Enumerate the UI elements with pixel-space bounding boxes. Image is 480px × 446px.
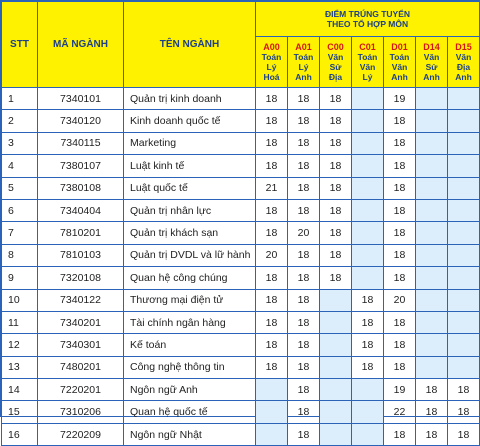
score-cell: 18 [384,132,416,154]
score-cell: 18 [384,356,416,378]
combo-code: D01 [391,42,408,52]
score-cell-empty [448,222,480,244]
combo-subject: Địa [328,72,343,82]
row-major-code: 7340404 [38,199,124,221]
score-cell-empty [352,267,384,289]
score-cell-empty [448,155,480,177]
combo-subject: Toán [293,52,314,62]
row-major-name: Luật kinh tế [124,155,256,177]
score-cell: 18 [256,155,288,177]
header-group-line2: THEO TỔ HỢP MÔN [326,19,409,29]
table-row [2,244,480,266]
score-cell: 18 [352,289,384,311]
score-cell: 18 [384,110,416,132]
score-cell-empty [352,177,384,199]
combo-subject: Hoá [263,72,280,82]
score-cell-empty [320,379,352,401]
score-cell: 18 [384,155,416,177]
row-major-code: 7380107 [38,155,124,177]
score-cell: 18 [288,423,320,445]
score-cell-empty [320,356,352,378]
header-stt: STT [2,2,38,88]
score-cell: 18 [320,110,352,132]
score-cell-empty [352,379,384,401]
table-row [2,356,480,378]
row-stt: 1 [2,88,38,110]
row-major-name: Tài chính ngân hàng [124,311,256,333]
score-cell: 18 [384,199,416,221]
score-cell-empty [448,132,480,154]
score-cell-empty [352,199,384,221]
score-cell: 18 [256,311,288,333]
score-cell: 18 [320,244,352,266]
combo-subject: Lý [298,62,309,72]
score-cell: 18 [256,289,288,311]
row-major-code: 7340122 [38,289,124,311]
score-cell-empty [416,155,448,177]
score-cell: 18 [288,356,320,378]
score-cell: 18 [320,132,352,154]
score-cell-empty [320,311,352,333]
header-major-name: TÊN NGÀNH [124,2,256,88]
row-major-code: 7220209 [38,423,124,445]
table-header [2,2,480,88]
row-major-code: 7340115 [38,132,124,154]
combo-code: D15 [455,42,472,52]
score-cell: 18 [320,88,352,110]
score-cell: 19 [384,379,416,401]
row-major-code: 7810201 [38,222,124,244]
row-major-code: 7220201 [38,379,124,401]
score-cell-empty [256,423,288,445]
combo-subject: Anh [295,72,312,82]
score-cell-empty [416,267,448,289]
score-cell-empty [320,401,352,423]
score-cell: 18 [384,423,416,445]
combo-header-c00 [320,37,352,88]
row-major-name: Ngôn ngữ Anh [124,379,256,401]
combo-header-d14 [416,37,448,88]
score-cell: 18 [288,244,320,266]
score-cell-empty [320,423,352,445]
combo-header-d15 [448,37,480,88]
row-stt: 8 [2,244,38,266]
score-cell: 18 [352,334,384,356]
combo-code: D14 [423,42,440,52]
combo-code: C00 [327,42,344,52]
row-major-code: 7340120 [38,110,124,132]
combo-header-c01 [352,37,384,88]
row-stt: 14 [2,379,38,401]
row-major-code: 7480201 [38,356,124,378]
row-major-code: 7320108 [38,267,124,289]
table-row [2,379,480,401]
row-stt: 2 [2,110,38,132]
table-row [2,222,480,244]
row-major-name: Quản trị kinh doanh [124,88,256,110]
combo-subject: Anh [391,72,408,82]
score-cell: 18 [320,222,352,244]
score-cell-empty [320,334,352,356]
row-major-code: 7380108 [38,177,124,199]
row-stt: 5 [2,177,38,199]
score-cell-empty [320,289,352,311]
admission-score-table [1,1,480,446]
score-cell: 18 [384,311,416,333]
combo-subject: Sử [329,62,342,72]
score-cell: 18 [256,110,288,132]
row-stt: 9 [2,267,38,289]
score-cell: 18 [256,334,288,356]
score-cell: 18 [320,199,352,221]
combo-subject: Văn [455,52,472,62]
combo-subject: Văn [327,52,344,62]
score-cell: 18 [288,88,320,110]
score-cell: 18 [288,379,320,401]
score-cell: 18 [384,334,416,356]
combo-header-d01 [384,37,416,88]
score-cell-empty [416,356,448,378]
row-stt: 15 [2,401,38,423]
score-cell: 18 [288,334,320,356]
row-stt: 13 [2,356,38,378]
score-cell: 18 [320,177,352,199]
combo-code: C01 [359,42,376,52]
score-cell: 18 [256,88,288,110]
row-major-code: 7310206 [38,401,124,423]
row-stt: 7 [2,222,38,244]
score-cell-empty [448,267,480,289]
score-cell: 18 [256,222,288,244]
score-cell-empty [448,289,480,311]
score-cell-empty [448,311,480,333]
row-stt: 3 [2,132,38,154]
score-cell: 18 [352,311,384,333]
score-cell: 18 [288,311,320,333]
combo-subject: Toán [261,52,282,62]
row-major-code: 7340201 [38,311,124,333]
row-major-name: Luật quốc tế [124,177,256,199]
score-cell-empty [352,222,384,244]
combo-subject: Anh [455,72,472,82]
score-cell-empty [352,244,384,266]
row-major-code: 7340101 [38,88,124,110]
table-row [2,334,480,356]
score-cell-empty [352,110,384,132]
score-cell: 18 [256,132,288,154]
score-cell: 18 [416,423,448,445]
row-major-name: Kế toán [124,334,256,356]
combo-code: A00 [263,42,280,52]
table-row [2,311,480,333]
score-cell-empty [416,334,448,356]
score-cell-empty [416,244,448,266]
score-cell-empty [416,110,448,132]
score-cell-empty [352,423,384,445]
combo-code: A01 [295,42,312,52]
row-major-name: Quản trị khách sạn [124,222,256,244]
table-body [2,88,480,446]
score-cell: 18 [256,356,288,378]
score-cell: 18 [320,267,352,289]
score-cell: 18 [288,155,320,177]
score-cell-empty [352,132,384,154]
score-cell: 19 [384,88,416,110]
row-stt: 10 [2,289,38,311]
score-cell: 18 [256,199,288,221]
score-cell: 18 [416,401,448,423]
score-cell-empty [448,88,480,110]
score-cell-empty [416,199,448,221]
table-row [2,88,480,110]
combo-subject: Sử [425,62,438,72]
score-cell-empty [448,244,480,266]
combo-subject: Văn [391,62,408,72]
score-cell-empty [416,88,448,110]
score-cell: 20 [288,222,320,244]
score-cell: 20 [256,244,288,266]
combo-subject: Anh [423,72,440,82]
combo-header-a00 [256,37,288,88]
header-major-code: MÃ NGÀNH [38,2,124,88]
score-cell-empty [352,155,384,177]
score-cell: 18 [256,267,288,289]
table-row [2,132,480,154]
row-major-name: Kinh doanh quốc tế [124,110,256,132]
score-cell: 18 [288,110,320,132]
score-cell-empty [416,132,448,154]
score-cell: 21 [256,177,288,199]
score-cell-empty [448,356,480,378]
score-cell: 18 [288,199,320,221]
row-major-name: Quản trị DVDL và lữ hành [124,244,256,266]
combo-subject: Văn [359,62,376,72]
table-row [2,110,480,132]
score-cell: 18 [320,155,352,177]
table-row [2,423,480,445]
header-score-group [256,2,480,37]
score-cell: 18 [288,267,320,289]
score-cell-empty [416,222,448,244]
score-cell: 18 [288,289,320,311]
score-cell: 18 [416,379,448,401]
row-major-name: Ngôn ngữ Nhật [124,423,256,445]
table-row [2,177,480,199]
score-cell: 20 [384,289,416,311]
combo-subject: Địa [456,62,471,72]
row-stt: 11 [2,311,38,333]
score-cell: 18 [384,267,416,289]
score-cell: 18 [448,423,480,445]
row-major-name: Quan hệ công chúng [124,267,256,289]
combo-subject: Văn [423,52,440,62]
row-major-name: Quản trị nhân lực [124,199,256,221]
score-cell-empty [256,401,288,423]
score-cell-empty [416,289,448,311]
score-cell-empty [416,311,448,333]
combo-subject: Toán [357,52,378,62]
combo-subject: Toán [389,52,410,62]
score-cell: 18 [288,177,320,199]
score-cell: 18 [448,401,480,423]
table-row [2,199,480,221]
score-cell-empty [448,334,480,356]
score-cell: 18 [448,379,480,401]
score-cell: 22 [384,401,416,423]
row-stt: 16 [2,423,38,445]
score-cell-empty [448,110,480,132]
score-cell: 18 [384,244,416,266]
score-cell: 18 [352,356,384,378]
score-cell-empty [352,401,384,423]
combo-header-a01 [288,37,320,88]
score-cell: 18 [288,132,320,154]
score-cell-empty [416,177,448,199]
row-major-code: 7340301 [38,334,124,356]
combo-subject: Lý [266,62,277,72]
row-major-code: 7810103 [38,244,124,266]
row-stt: 4 [2,155,38,177]
score-cell-empty [448,199,480,221]
row-major-name: Công nghệ thông tin [124,356,256,378]
row-stt: 6 [2,199,38,221]
table-row [2,401,480,423]
row-stt: 12 [2,334,38,356]
score-cell-empty [352,88,384,110]
score-cell-empty [256,379,288,401]
score-cell-empty [448,177,480,199]
row-major-name: Marketing [124,132,256,154]
header-group-line1: ĐIỂM TRÚNG TUYỂN [325,9,411,19]
score-cell: 18 [384,222,416,244]
score-cell: 18 [288,401,320,423]
combo-subject: Lý [362,72,373,82]
table-row [2,155,480,177]
table-row [2,289,480,311]
row-major-name: Quan hệ quốc tế [124,401,256,423]
score-cell: 18 [384,177,416,199]
row-major-name: Thương mại điện tử [124,289,256,311]
table-row [2,267,480,289]
